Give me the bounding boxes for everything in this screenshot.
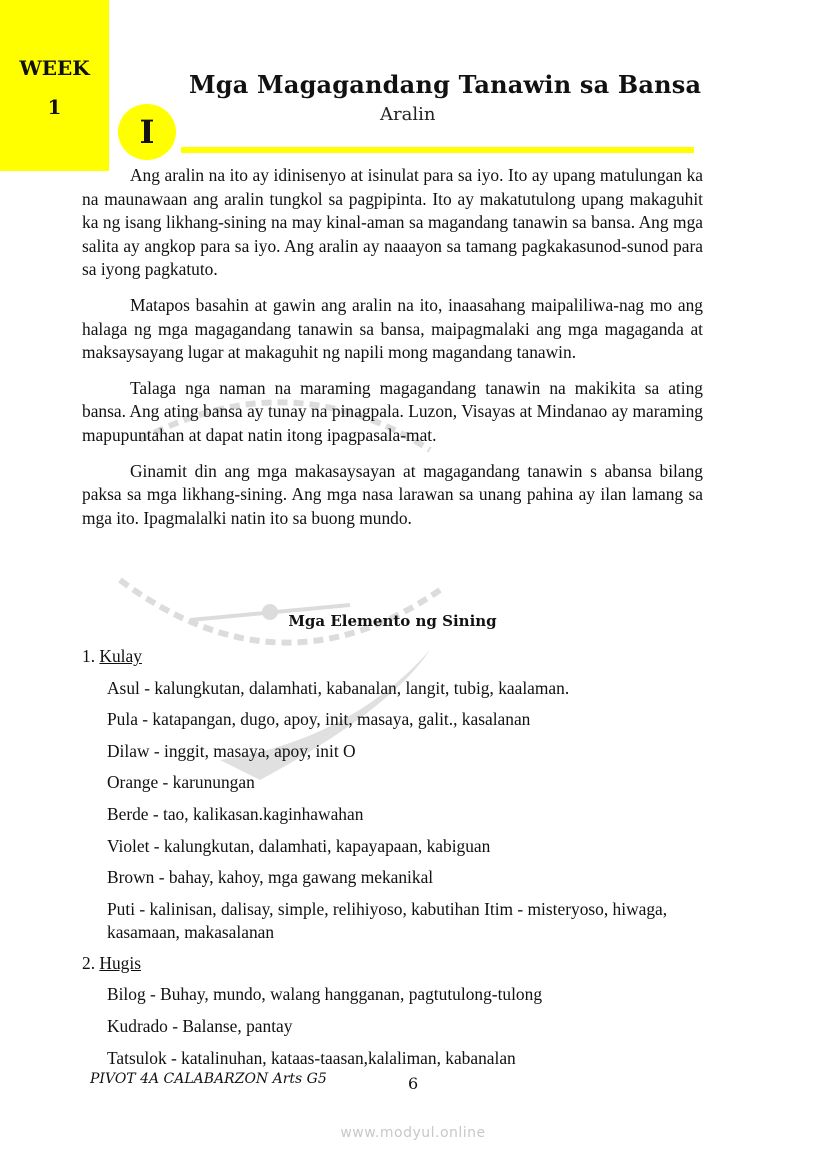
week-badge bbox=[0, 0, 109, 171]
list-number: 2. bbox=[82, 952, 96, 973]
list-item: Berde - tao, kalikasan.kaginhawahan bbox=[107, 803, 364, 824]
list-label: Kulay bbox=[99, 646, 142, 666]
list-item: Orange - karunungan bbox=[107, 772, 255, 793]
paragraph: Matapos basahin at gawin ang aralin na ito, inaasahang maipaliliwa-nag mo ang halaga ng mga magagandang tanawin sa bansa, maipagmalaki ang mga magaganda at maksaysayang lugar at makaguhit ng napili mong magandang tanawin. bbox=[82, 294, 703, 363]
page-title: Mga Magagandang Tanawin sa Bansa bbox=[189, 70, 702, 99]
list-item: Dilaw - inggit, masaya, apoy, init O bbox=[107, 740, 356, 761]
list-item: Puti - kalinisan, dalisay, simple, relihiyoso, kabutihan Itim - misteryoso, hiwaga, kasamaan, makasalanan bbox=[107, 898, 668, 942]
week-label: WEEK bbox=[19, 56, 90, 80]
list-item: Brown - bahay, kahoy, mga gawang mekanikal bbox=[107, 867, 434, 888]
intro-text bbox=[82, 164, 703, 542]
section-marker: I bbox=[118, 104, 176, 160]
paragraph: Ang aralin na ito ay idinisenyo at isinulat para sa iyo. Ito ay upang matulungan ka na maunawaan ang aralin tungkol sa pagpipinta. Ito ay makatutulong upang makaguhit ka ng isang likhang-sining na may kinal-aman sa magandang tanawin sa bansa. Ang mga salita ay angkop para sa iyo. Ang aralin ay naaayon sa tamang pagkakasunod-sunod para sa iyong pagkatuto. bbox=[82, 165, 703, 280]
list-item: Kudrado - Balanse, pantay bbox=[107, 1015, 293, 1036]
paragraph: Ginamit din ang mga makasaysayan at magagandang tanawin s abansa bilang paksa sa mga likhang-sining. Ang mga nasa larawan sa unang pahina ay ilan lamang sa mga ito. Ipagmalalki natin ito sa buong mundo. bbox=[82, 460, 703, 528]
website-watermark: www.modyul.online bbox=[340, 1125, 486, 1141]
section-heading: Mga Elemento ng Sining bbox=[288, 612, 497, 630]
list-heading-hugis bbox=[82, 952, 712, 984]
list-label: Hugis bbox=[99, 952, 141, 973]
list-number: 1. bbox=[82, 646, 96, 666]
paragraph: Talaga nga naman na maraming magagandang tanawin na makikita sa ating bansa. Ang ating bansa ay tunay na pinagpala. Luzon, Visayas at Mindanao ay maraming mapupuntahan at dapat natin itong ipagpasala-mat. bbox=[82, 377, 703, 445]
week-number: 1 bbox=[47, 95, 62, 119]
title-underline-divider bbox=[181, 147, 694, 153]
page-number: 6 bbox=[408, 1074, 419, 1093]
list-item: Pula - katapangan, dugo, apoy, init, masaya, galit., kasalanan bbox=[107, 709, 531, 730]
list-item: Asul - kalungkutan, dalamhati, kabanalan, langit, tubig, kaalaman. bbox=[107, 677, 570, 698]
list-item: Bilog - Buhay, mundo, walang hangganan, pagtutulong-tulong bbox=[107, 984, 543, 1005]
list-heading-kulay bbox=[82, 645, 712, 677]
list-item: Tatsulok - katalinuhan, kataas-taasan,kalaliman, kabanalan bbox=[107, 1047, 516, 1068]
list-item: Violet - kalungkutan, dalamhati, kapayapaan, kabiguan bbox=[107, 835, 491, 856]
page-subtitle: Aralin bbox=[380, 104, 436, 125]
elements-list bbox=[82, 645, 712, 1078]
footer-source: PIVOT 4A CALABARZON Arts G5 bbox=[90, 1071, 327, 1087]
